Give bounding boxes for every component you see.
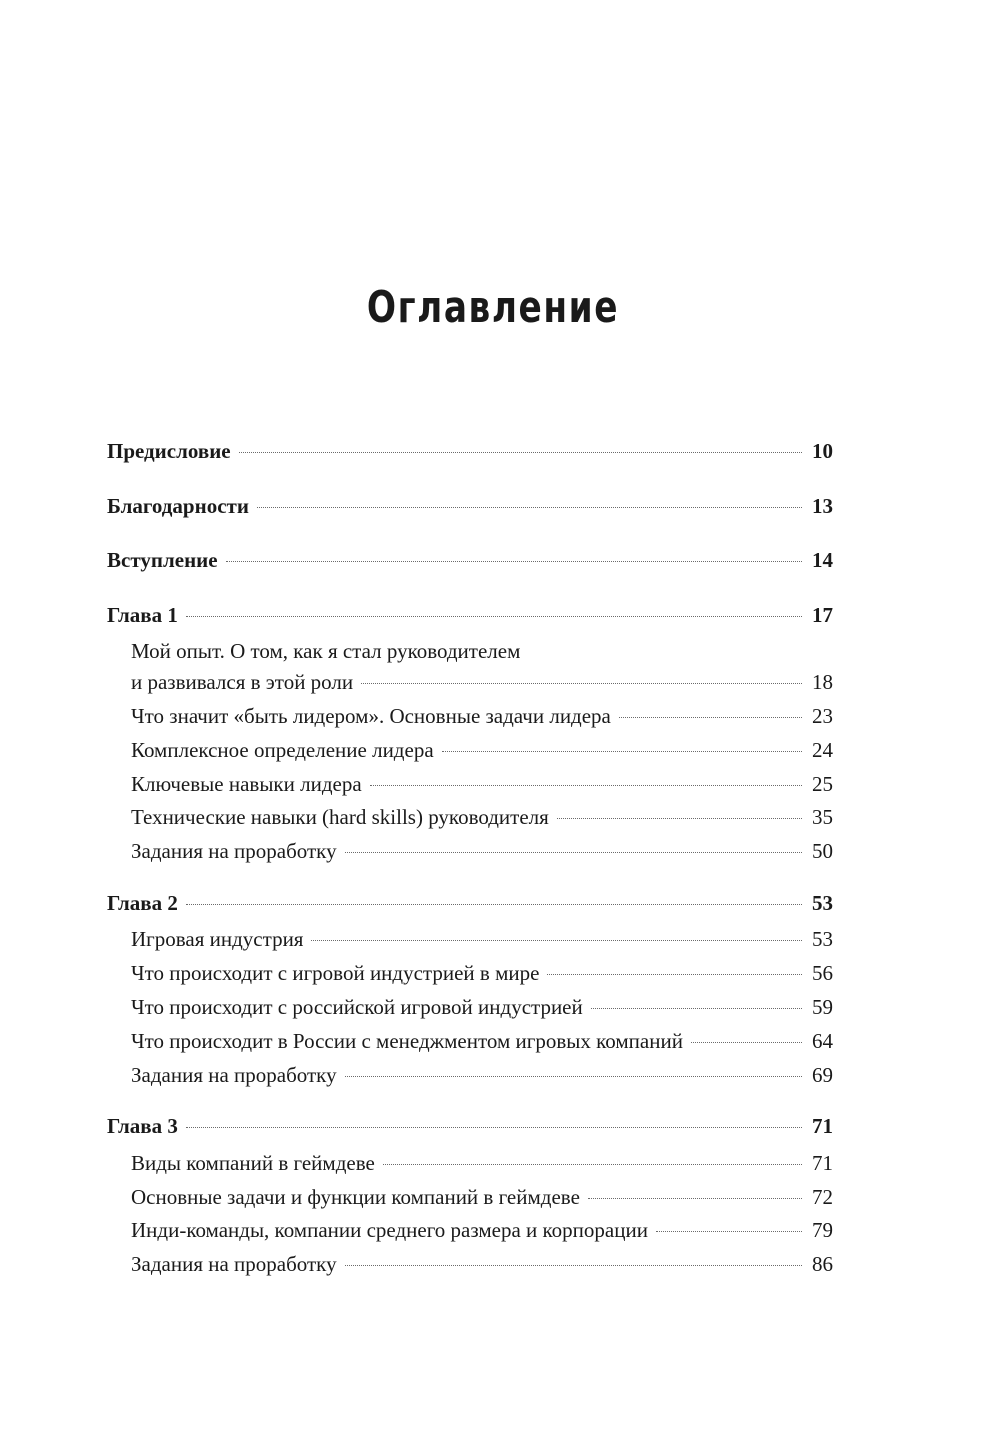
toc-entry-exercises-2[interactable] (131, 1060, 833, 1090)
toc-entry-label: Игровая индустрия (131, 927, 304, 951)
dot-leader (226, 561, 802, 562)
toc-entry-hard-skills[interactable] (131, 802, 833, 832)
toc-entry-label: Задания на проработку (131, 1063, 337, 1087)
toc-entry-label: Комплексное определение лидера (131, 738, 434, 762)
toc-entry-label: Инди-команды, компании среднего размера и корпорации (131, 1218, 648, 1242)
toc-entry-label: Виды компаний в геймдеве (131, 1151, 375, 1175)
toc-page-number: 72 (812, 1185, 833, 1209)
toc-entry-label: Благодарности (107, 494, 249, 518)
toc-page-number: 86 (812, 1252, 833, 1276)
dot-leader (345, 1265, 802, 1266)
toc-entry-company-functions[interactable] (131, 1182, 833, 1212)
toc-entry-key-skills[interactable] (131, 769, 833, 799)
dot-leader (591, 1008, 802, 1009)
toc-entry-chapter-3[interactable] (107, 1111, 833, 1141)
dot-leader (691, 1042, 802, 1043)
toc-entry-russian-industry[interactable] (131, 992, 833, 1022)
toc-page-number: 53 (812, 927, 833, 951)
toc-entry-russian-management[interactable] (131, 1026, 833, 1056)
toc-entry-label: Глава 2 (107, 891, 178, 915)
toc-page-number: 53 (812, 891, 833, 915)
dot-leader (311, 940, 802, 941)
dot-leader (257, 507, 802, 508)
toc-page-number: 14 (812, 548, 833, 572)
dot-leader (370, 785, 802, 786)
toc-page-number: 18 (812, 670, 833, 694)
dot-leader (547, 974, 802, 975)
toc-entry-label: Глава 3 (107, 1114, 178, 1138)
dot-leader (656, 1231, 802, 1232)
toc-page-number: 64 (812, 1029, 833, 1053)
toc-entry-label: Задания на проработку (131, 1252, 337, 1276)
dot-leader (345, 1076, 802, 1077)
toc-entry-exercises-3[interactable] (131, 1249, 833, 1279)
toc-page-number: 56 (812, 961, 833, 985)
toc-entry-label: Ключевые навыки лидера (131, 772, 362, 796)
toc-entry-label-line1[interactable]: Мой опыт. О том, как я стал руководителем (131, 639, 521, 663)
toc-entry-acknowledgements[interactable] (107, 491, 833, 521)
toc-entry-game-industry[interactable] (131, 924, 833, 954)
toc-entry-label: Вступление (107, 548, 218, 572)
toc-page-number: 23 (812, 704, 833, 728)
toc-entry-leader-definition[interactable] (131, 735, 833, 765)
toc-entry-being-leader[interactable] (131, 701, 833, 731)
toc-page-number: 10 (812, 439, 833, 463)
toc-page-number: 13 (812, 494, 833, 518)
toc-page-number: 25 (812, 772, 833, 796)
toc-page-number: 50 (812, 839, 833, 863)
toc-page-number: 71 (812, 1114, 833, 1138)
dot-leader (383, 1164, 802, 1165)
toc-entry-company-types[interactable] (131, 1148, 833, 1178)
toc-page-number: 17 (812, 603, 833, 627)
toc-entry-preface[interactable] (107, 436, 833, 466)
dot-leader (557, 818, 802, 819)
toc-page-number: 79 (812, 1218, 833, 1242)
toc-page-number: 59 (812, 995, 833, 1019)
toc-entry-label: Что происходит в России с менеджментом игровых компаний (131, 1029, 683, 1053)
dot-leader (186, 1127, 802, 1128)
toc-entry-chapter-1[interactable] (107, 600, 833, 630)
toc-entry-label: и развивался в этой роли (131, 670, 354, 694)
toc-entry-indie-teams[interactable] (131, 1215, 833, 1245)
toc-page-number: 24 (812, 738, 833, 762)
dot-leader (588, 1198, 802, 1199)
toc-entry-world-industry[interactable] (131, 958, 833, 988)
toc-page-number: 69 (812, 1063, 833, 1087)
page-title: Оглавление (366, 282, 620, 333)
dot-leader (361, 683, 802, 684)
dot-leader (186, 904, 802, 905)
toc-page-number: 71 (812, 1151, 833, 1175)
toc-entry-label: Глава 1 (107, 603, 178, 627)
toc-entry-chapter-2[interactable] (107, 888, 833, 918)
dot-leader (345, 852, 802, 853)
dot-leader (239, 452, 802, 453)
toc-entry-label: Основные задачи и функции компаний в геймдеве (131, 1185, 580, 1209)
toc-page-number: 35 (812, 805, 833, 829)
dot-leader (442, 751, 802, 752)
toc-entry-exercises-1[interactable] (131, 836, 833, 866)
toc-entry-introduction[interactable] (107, 545, 833, 575)
toc-entry-label: Что происходит с игровой индустрией в мире (131, 961, 540, 985)
toc-entry-label: Задания на проработку (131, 839, 337, 863)
toc-entry-label: Что происходит с российской игровой индустрией (131, 995, 583, 1019)
toc-entry-my-experience[interactable] (131, 667, 833, 697)
dot-leader (619, 717, 802, 718)
toc-entry-label: Технические навыки (hard skills) руководителя (131, 805, 549, 829)
toc-entry-label: Что значит «быть лидером». Основные задачи лидера (131, 704, 611, 728)
toc-entry-label: Предисловие (107, 439, 231, 463)
dot-leader (186, 616, 802, 617)
